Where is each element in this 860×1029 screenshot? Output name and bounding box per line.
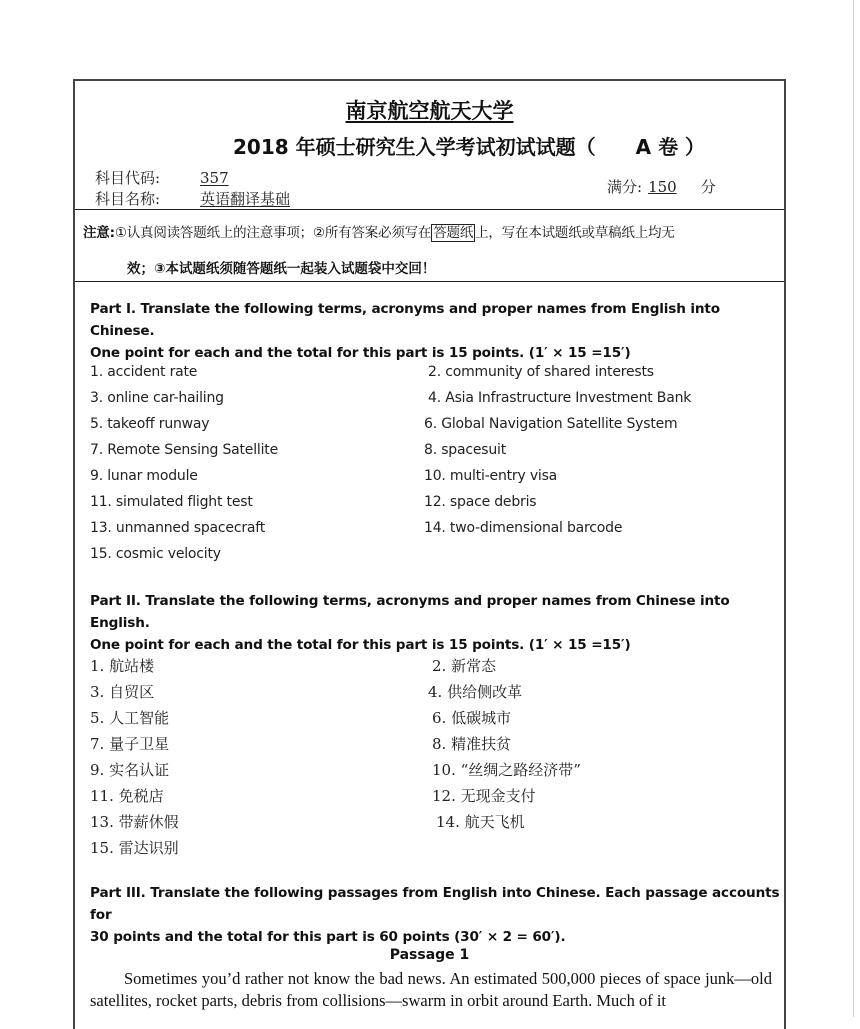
part3-instruction-line-1: Part III. Translate the following passages from English into Chinese. Each passage accounts for [90, 885, 780, 923]
answer-sheet-boxed: 答题纸 [433, 225, 474, 241]
part1-item: 9. lunar module [90, 468, 198, 484]
exam-paper [73, 79, 786, 1029]
notice-label: 注意: [83, 225, 115, 241]
part2-item: 1. 航站楼 [90, 657, 155, 675]
part1-item: 13. unmanned spacecraft [90, 520, 266, 536]
exam-title [233, 131, 705, 160]
part1-instruction-line-1: Part I. Translate the following terms, acronyms and proper names from English into Chinese. [90, 301, 720, 339]
notice-line-2: 效；③本试题纸须随答题纸一起装入试题袋中交回！ [127, 261, 436, 277]
subject-code-label: 科目代码: [95, 169, 161, 187]
part2-instruction-line-2: One point for each and the total for this part is 15 points. (1′ × 15 =15′) [90, 637, 631, 653]
part2-item: 3. 自贸区 [90, 683, 155, 701]
notice-box [75, 209, 784, 282]
part1-instructions [90, 298, 780, 364]
part2-item: 11. 免税店 [90, 787, 164, 805]
part1-item: 1. accident rate [90, 364, 198, 380]
subject-name-label: 科目名称: [95, 190, 161, 208]
part2-item: 9. 实名认证 [90, 761, 170, 779]
part2-item: 6. 低碳城市 [432, 709, 512, 727]
part1-item: 6. Global Navigation Satellite System [424, 416, 678, 432]
part1-item: 4. Asia Infrastructure Investment Bank [428, 390, 692, 406]
part3-instruction-line-2: 30 points and the total for this part is 60 points (30′ × 2 = 60′). [90, 929, 566, 945]
part2-item: 5. 人工智能 [90, 709, 170, 727]
part2-item: 14. 航天飞机 [436, 813, 525, 831]
part1-item: 12. space debris [424, 494, 537, 510]
part1-item: 15. cosmic velocity [90, 546, 221, 562]
exam-header [75, 81, 784, 210]
subject-code: 357 [200, 169, 229, 187]
full-score-row [607, 176, 716, 197]
part2-instructions [90, 590, 780, 656]
part2-item: 12. 无现金支付 [432, 787, 536, 805]
part1-item: 10. multi-entry visa [424, 468, 558, 484]
notice-text-1: ①认真阅读答题纸上的注意事项；②所有答案必须写在 [114, 225, 432, 241]
notice-line-1 [83, 221, 675, 241]
subject-name: 英语翻译基础 [200, 190, 291, 208]
score-unit: 分 [700, 178, 716, 196]
part1-item: 11. simulated flight test [90, 494, 253, 510]
exam-title-text: 2018 年硕士研究生入学考试初试试题（ [233, 135, 596, 159]
part1-item: 14. two-dimensional barcode [424, 520, 623, 536]
part2-item: 2. 新常态 [432, 657, 497, 675]
part2-item: 10. “丝绸之路经济带” [432, 761, 581, 779]
full-score: 150 [648, 178, 677, 196]
part3-instructions [90, 882, 780, 948]
part2-item: 4. 供给侧改革 [428, 683, 523, 701]
part1-item: 3. online car-hailing [90, 390, 224, 406]
notice-text-2: 上，写在本试题纸或草稿纸上均无 [475, 225, 675, 241]
part1-item: 7. Remote Sensing Satellite [90, 442, 278, 458]
paper-version: A 卷 ） [635, 135, 706, 159]
part1-item: 5. takeoff runway [90, 416, 210, 432]
part1-instruction-line-2: One point for each and the total for this part is 15 points. (1′ × 15 =15′) [90, 345, 631, 361]
part1-item: 2. community of shared interests [428, 364, 654, 380]
page-edge [853, 0, 854, 1017]
passage-text: Sometimes you’d rather not know the bad news. An estimated 500,000 pieces of space junk—old satellites, rocket parts, debris from collisions—swarm in orbit around Earth. Much of it [90, 969, 772, 1010]
university-name [75, 95, 784, 125]
subject-name-row [95, 188, 290, 209]
part2-instruction-line-1: Part II. Translate the following terms, acronyms and proper names from Chinese into English. [90, 593, 730, 631]
part1-item: 8. spacesuit [424, 442, 507, 458]
part2-item: 7. 量子卫星 [90, 735, 170, 753]
university-text: 南京航空航天大学 [345, 99, 514, 123]
part2-item: 13. 带薪休假 [90, 813, 179, 831]
part2-item: 8. 精准扶贫 [432, 735, 512, 753]
subject-code-row [95, 167, 229, 188]
passage-title: Passage 1 [389, 947, 470, 963]
full-score-label: 满分: [607, 178, 643, 196]
part2-item: 15. 雷达识别 [90, 839, 179, 857]
